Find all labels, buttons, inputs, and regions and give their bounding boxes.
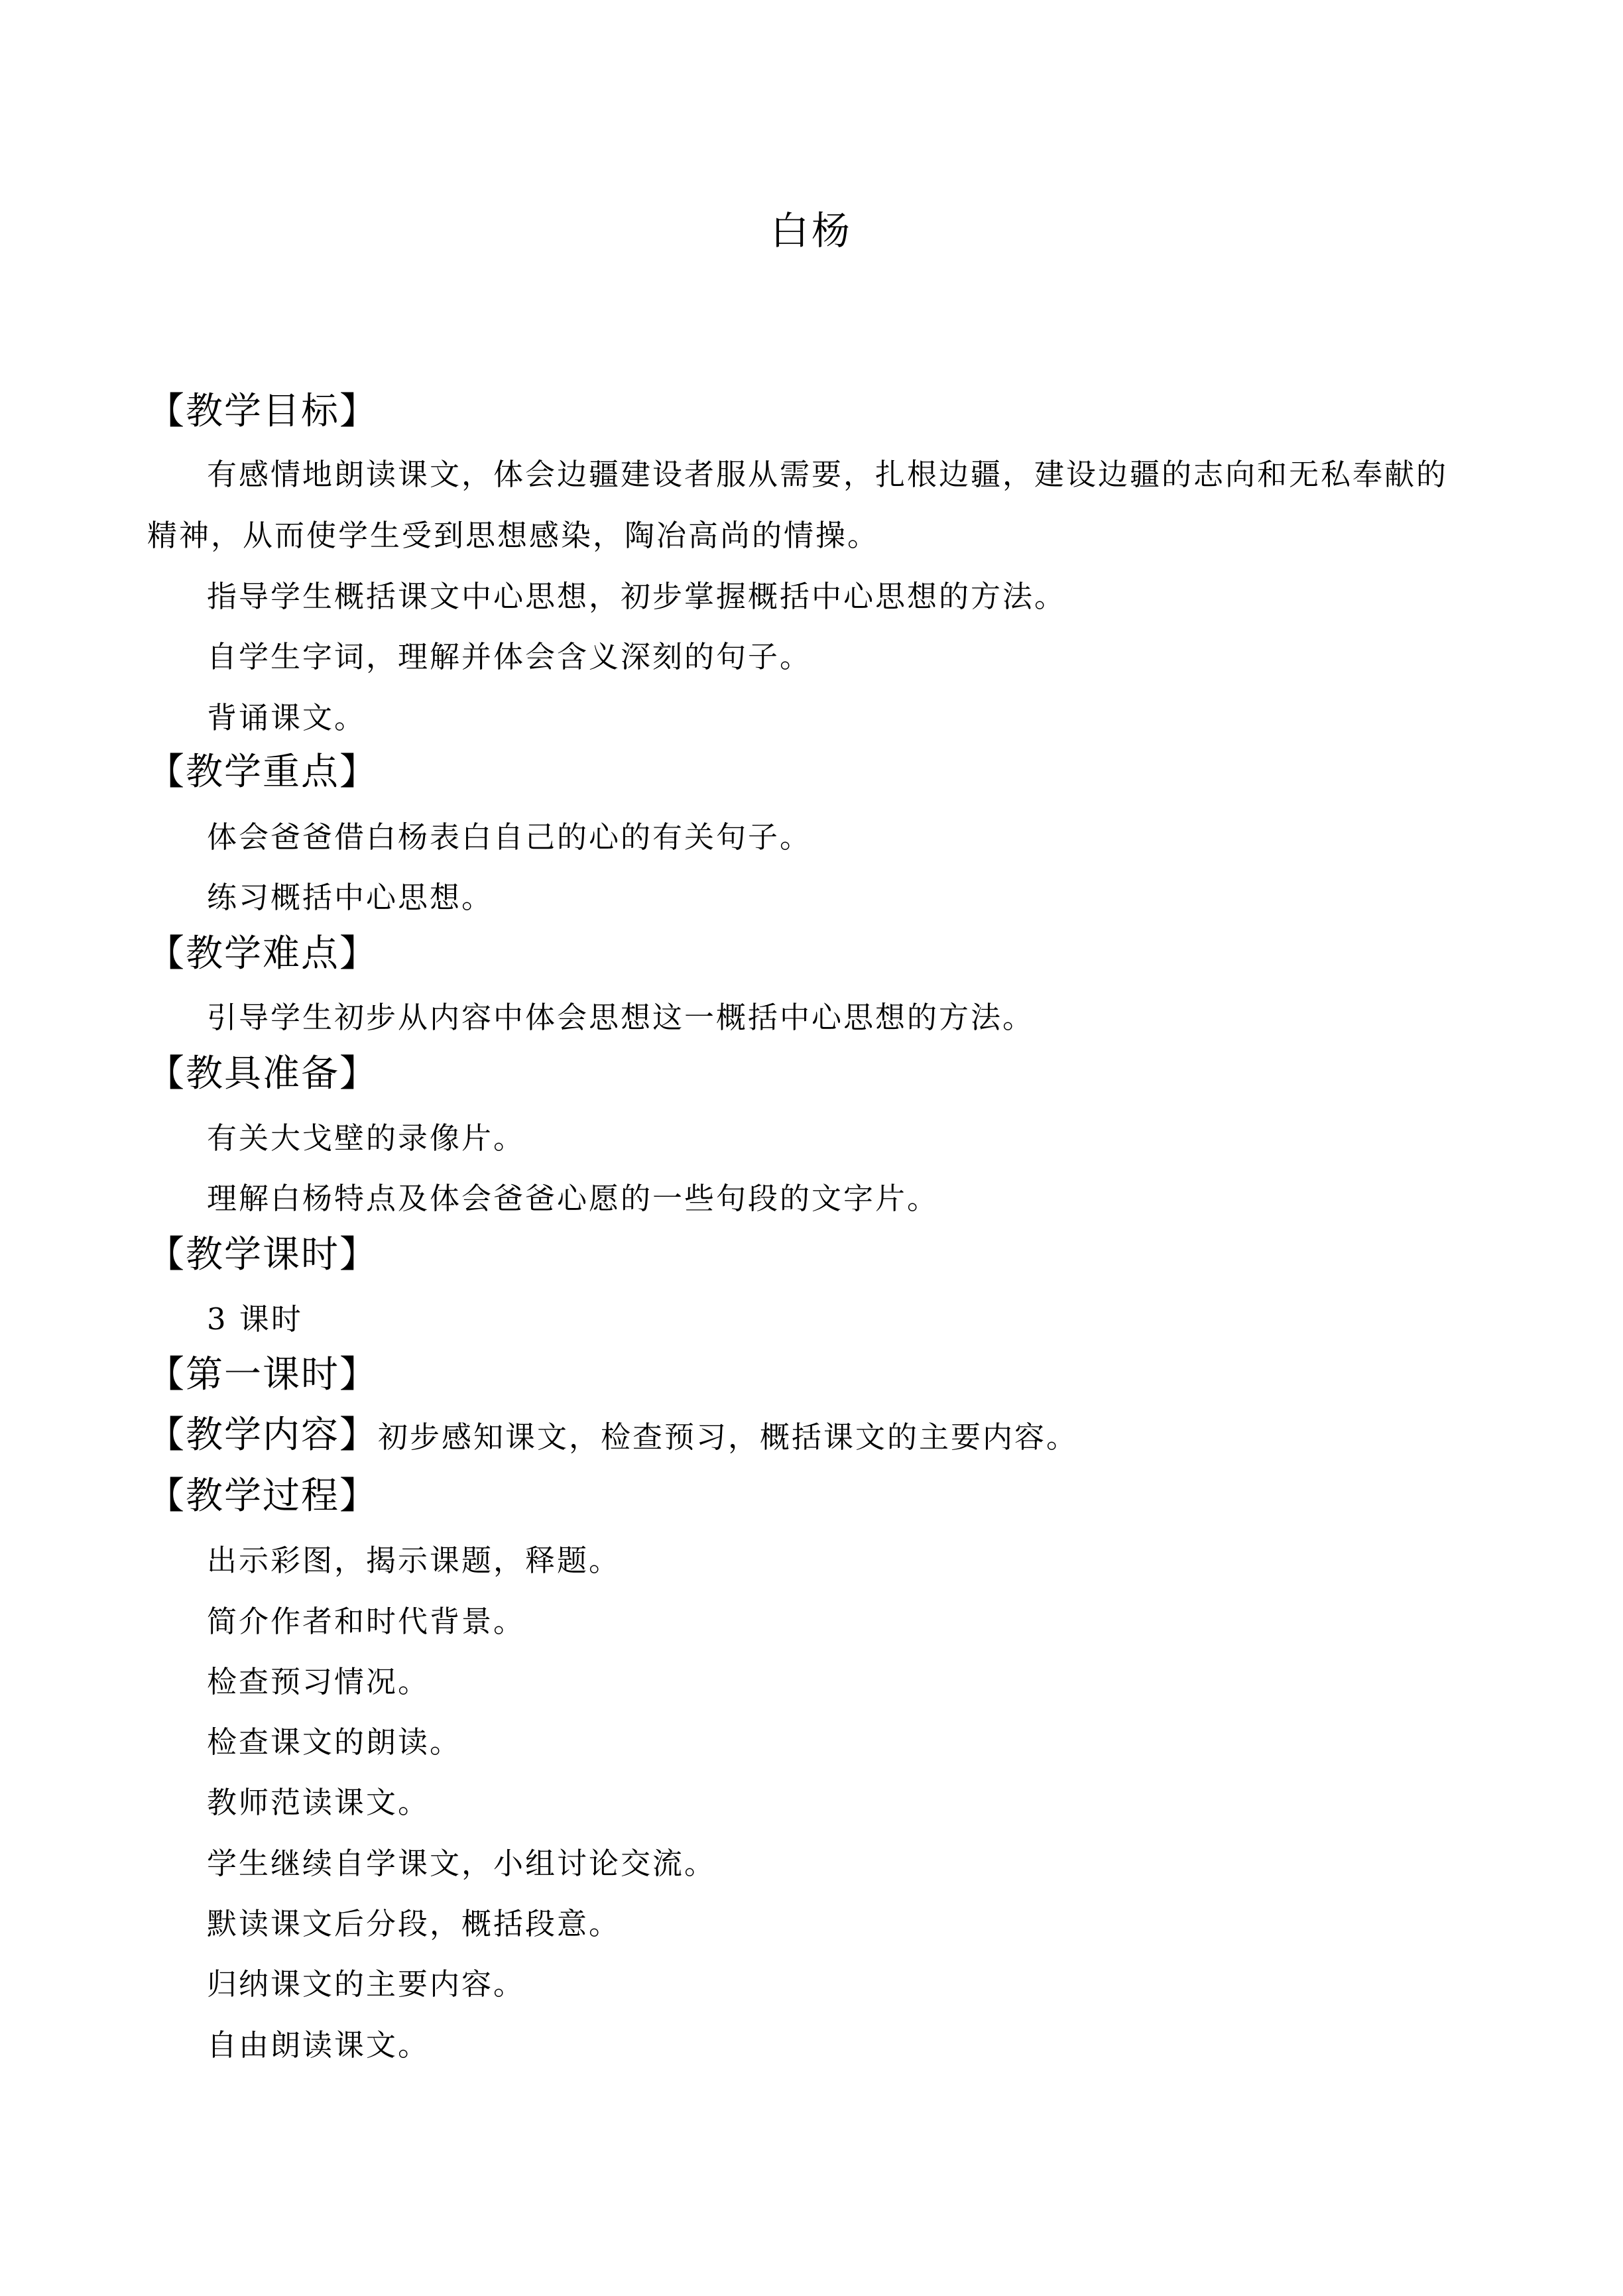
objective-3: 自学生字词，理解并体会含义深刻的句子。 — [207, 639, 812, 674]
difficulty-1: 引导学生初步从内容中体会思想这一概括中心思想的方法。 — [207, 1000, 1035, 1035]
process-step: 出示彩图，揭示课题，释题。 — [207, 1543, 621, 1578]
heading-process: 【教学过程】 — [147, 1475, 378, 1518]
heading-key-points: 【教学重点】 — [147, 751, 378, 794]
key-point-1: 体会爸爸借白杨表白自己的心的有关句子。 — [207, 819, 812, 855]
objective-1a: 有感情地朗读课文，体会边疆建设者服从需要，扎根边疆，建设边疆的志向和无私奉献的 — [207, 457, 1449, 492]
process-step: 学生继续自学课文，小组讨论交流。 — [207, 1846, 717, 1881]
objective-4: 背诵课文。 — [207, 700, 367, 735]
objective-1b: 精神，从而使学生受到思想感染，陶冶高尚的情操。 — [147, 518, 880, 553]
heading-difficulties: 【教学难点】 — [147, 932, 378, 975]
process-step: 归纳课文的主要内容。 — [207, 1966, 526, 2002]
objective-2: 指导学生概括课文中心思想，初步掌握概括中心思想的方法。 — [207, 579, 1067, 614]
heading-hours: 【教学课时】 — [147, 1233, 378, 1276]
process-step: 检查预习情况。 — [207, 1664, 430, 1699]
material-1: 有关大戈壁的录像片。 — [207, 1120, 526, 1156]
key-point-2: 练习概括中心思想。 — [207, 880, 494, 915]
heading-objectives: 【教学目标】 — [147, 390, 378, 433]
heading-materials: 【教具准备】 — [147, 1052, 378, 1095]
content-line — [147, 1412, 1078, 1461]
process-step: 默读课文后分段，概括段意。 — [207, 1906, 621, 1941]
process-step: 教师范读课文。 — [207, 1785, 430, 1820]
process-step: 检查课文的朗读。 — [207, 1724, 462, 1760]
hours-value: 3 课时 — [207, 1301, 303, 1337]
content-text: 初步感知课文，检查预习，概括课文的主要内容。 — [378, 1420, 1079, 1455]
material-2: 理解白杨特点及体会爸爸心愿的一些句段的文字片。 — [207, 1181, 939, 1216]
process-step: 自由朗读课文。 — [207, 2027, 430, 2063]
process-step: 简介作者和时代背景。 — [207, 1604, 526, 1639]
document-title: 白杨 — [770, 208, 853, 253]
heading-content: 【教学内容】 — [147, 1414, 378, 1457]
heading-first-lesson: 【第一课时】 — [147, 1353, 378, 1396]
